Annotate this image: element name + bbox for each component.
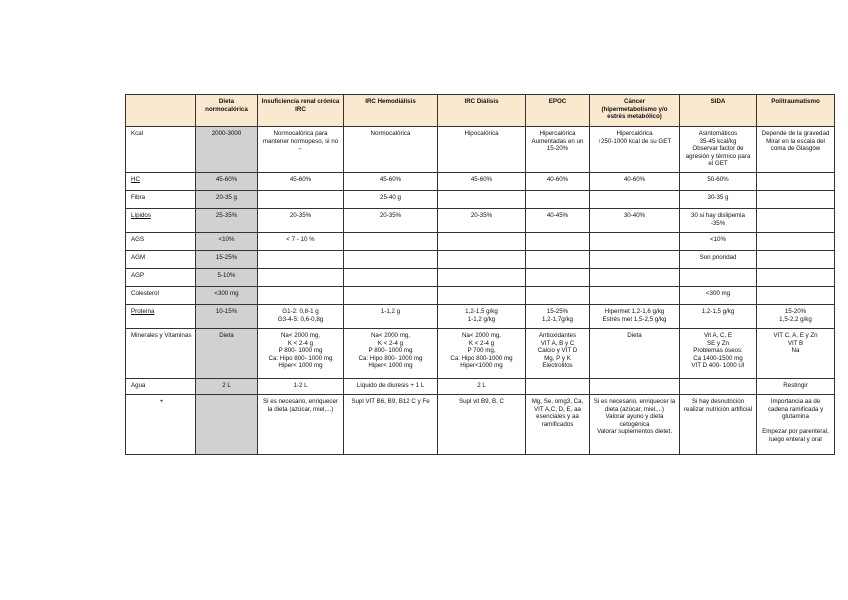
table-cell: Hipermet 1,2-1,6 g/kg Estrés met 1,5-2,5 g/kg [590, 305, 680, 329]
table-cell: < 7 - 10 % [258, 233, 344, 251]
table-cell: VIT C, A, E y Zn VIT B Na [757, 329, 835, 379]
table-cell [757, 209, 835, 233]
table-cell: Normocalórica para mantener normopeso, si no ← [258, 127, 344, 173]
table-cell [590, 251, 680, 269]
table-cell [344, 251, 438, 269]
table-cell: Son prioridad [680, 251, 757, 269]
table-row [126, 209, 835, 233]
table-cell: 25-35% [196, 209, 258, 233]
table-cell [344, 269, 438, 287]
table-cell: Asintomáticos 35-45 kcal/kg Observar factor de agresión y térmico para el GET [680, 127, 757, 173]
table-cell: 30-40% [590, 209, 680, 233]
table-cell [526, 269, 590, 287]
table-cell [258, 191, 344, 209]
table-cell: Importancia aa de cadena ramificada y glutamina Empezar por parenteral, luego enteral y oral [757, 395, 835, 455]
table-cell [757, 191, 835, 209]
table-cell: 15-25% [196, 251, 258, 269]
table-cell: Restingir [757, 379, 835, 395]
table-cell [438, 287, 526, 305]
table-cell: 15-25% 1,2-1,7g/kg [526, 305, 590, 329]
table-cell: Si es necesario, enriquecer la dieta (azúcar, miel,...) [258, 395, 344, 455]
table-cell [526, 379, 590, 395]
table-cell: 20-35 g [196, 191, 258, 209]
table-cell [438, 233, 526, 251]
table-cell [590, 287, 680, 305]
row-label: Kcal [126, 127, 196, 173]
table-cell: 1-1,2 g [344, 305, 438, 329]
table-cell [757, 233, 835, 251]
table-cell: G1-2: 0,8-1 g G3-4-5: 0,6-0,8g [258, 305, 344, 329]
table-cell: 1,2-1,5 g/kg [680, 305, 757, 329]
table-row [126, 251, 835, 269]
table-row [126, 287, 835, 305]
table-cell: 2000-3000 [196, 127, 258, 173]
table-cell [590, 269, 680, 287]
table-cell [526, 191, 590, 209]
table-cell [258, 251, 344, 269]
table-cell: Supl vit B9, B, C [438, 395, 526, 455]
table-cell [590, 191, 680, 209]
table-cell [757, 287, 835, 305]
table-cell [258, 287, 344, 305]
table-cell: <10% [196, 233, 258, 251]
table-cell: 30 si hay dislipemia -35% [680, 209, 757, 233]
table-row [126, 269, 835, 287]
table-cell [526, 287, 590, 305]
row-label: AGM [126, 251, 196, 269]
table-cell: <300 mg [196, 287, 258, 305]
table-cell: Líquido de diuresis + 1 L [344, 379, 438, 395]
table-cell: 45-60% [258, 173, 344, 191]
table-cell: <10% [680, 233, 757, 251]
table-cell: 10-15% [196, 305, 258, 329]
table-cell: Depende de la gravedad Mirar en la escala del coma de Glasgow [757, 127, 835, 173]
table-cell [526, 233, 590, 251]
table-cell: 45-60% [344, 173, 438, 191]
table-cell: 1,2-1,5 g/kg 1-1,2 g/kg [438, 305, 526, 329]
table-cell: 20-35% [258, 209, 344, 233]
header-cell: Dieta normocalórica [196, 95, 258, 127]
table-cell: 1-2 L [258, 379, 344, 395]
table-cell: 40-60% [526, 173, 590, 191]
table-cell [344, 287, 438, 305]
table-cell: 40-45% [526, 209, 590, 233]
header-cell-corner [126, 95, 196, 127]
table-row [126, 379, 835, 395]
table-cell: 5-10% [196, 269, 258, 287]
table-cell: Normocalórica [344, 127, 438, 173]
table-cell [258, 269, 344, 287]
table-cell: Supl VIT B6, B9, B12 C y Fe [344, 395, 438, 455]
table-cell: Hipocalórica [438, 127, 526, 173]
row-label: Lípidos [126, 209, 196, 233]
header-cell: IRC Hemodiálisis [344, 95, 438, 127]
row-label: Colesterol [126, 287, 196, 305]
table-cell [438, 191, 526, 209]
row-label: HC [126, 173, 196, 191]
table-row [126, 233, 835, 251]
table-cell: 2 L [196, 379, 258, 395]
table-cell: 30-35 g [680, 191, 757, 209]
table-cell: Si es necesario, enriquecer la dieta (azúcar, miel,...) Valorar ayuno y dieta cetogénica Valorar suplementos dietet. [590, 395, 680, 455]
table-cell: 2 L [438, 379, 526, 395]
nutrition-table-sheet [125, 94, 835, 455]
table-cell: Mg, Se, omg3, Ca, VIT A,C, D, E, aa esenciales y aa ramificados [526, 395, 590, 455]
table-cell [757, 269, 835, 287]
table-cell: Na< 2000 mg, K < 2-4 g P 800- 1000 mg Ca: Hipo 800- 1000 mg Hiper< 1000 mg [344, 329, 438, 379]
table-cell: Hipercalórica ↑250-1000 kcal de su GET [590, 127, 680, 173]
table-row [126, 191, 835, 209]
header-cell: Insuficiencia renal crónica IRC [258, 95, 344, 127]
table-cell: Na< 2000 mg, K < 2-4 g P 700 mg, Ca: Hipo 800-1000 mg Hiper<1000 mg [438, 329, 526, 379]
table-cell [438, 251, 526, 269]
table-cell [757, 173, 835, 191]
header-cell: Cáncer (hipermetabolismo y/o estrés metabólico) [590, 95, 680, 127]
header-cell: Politraumatismo [757, 95, 835, 127]
table-cell [757, 251, 835, 269]
row-label: Minerales y Vitaminas [126, 329, 196, 379]
table-cell: Vit A, C, E SE y Zn Problemas óseos: Ca 1400-1500 mg VIT D 400- 1000 UI [680, 329, 757, 379]
header-cell: IRC Diálisis [438, 95, 526, 127]
table-cell: Dieta [196, 329, 258, 379]
table-cell: 15-20% 1,5-2,2 g/kg [757, 305, 835, 329]
table-cell: <300 mg [680, 287, 757, 305]
table-cell: 25-40 g [344, 191, 438, 209]
table-cell: Na< 2000 mg, K < 2-4 g P 800- 1000 mg Ca: Hipo 800- 1000 mg Hiper< 1000 mg [258, 329, 344, 379]
table-cell: 40-60% [590, 173, 680, 191]
row-label: AGS [126, 233, 196, 251]
table-cell: Hipercalórica Aumentadas en un 15-20% [526, 127, 590, 173]
table-cell [590, 233, 680, 251]
row-label: Proteína [126, 305, 196, 329]
header-cell: EPOC [526, 95, 590, 127]
table-cell [438, 269, 526, 287]
table-row [126, 173, 835, 191]
row-label: Fibra [126, 191, 196, 209]
table-cell [344, 233, 438, 251]
table-cell [196, 395, 258, 455]
header-cell: SIDA [680, 95, 757, 127]
row-label: + [126, 395, 196, 455]
table-cell: 20-35% [438, 209, 526, 233]
table-row [126, 127, 835, 173]
table-cell: Dieta [590, 329, 680, 379]
table-cell: 50-60% [680, 173, 757, 191]
table-row [126, 305, 835, 329]
table-cell: 45-60% [196, 173, 258, 191]
row-label: Agua [126, 379, 196, 395]
table-cell [680, 379, 757, 395]
row-label: AGP [126, 269, 196, 287]
table-row [126, 395, 835, 455]
table-cell: 45-60% [438, 173, 526, 191]
table-cell [590, 379, 680, 395]
table-cell [526, 251, 590, 269]
table-cell: Si hay desnutrición realizar nutrición artificial [680, 395, 757, 455]
nutrition-table [125, 94, 835, 455]
table-cell: Antioxidantes VIT A, B y C Calcio y VIT D Mg, P y K Electrolitos [526, 329, 590, 379]
table-row [126, 329, 835, 379]
table-cell [680, 269, 757, 287]
table-cell: 20-35% [344, 209, 438, 233]
header-row [126, 95, 835, 127]
